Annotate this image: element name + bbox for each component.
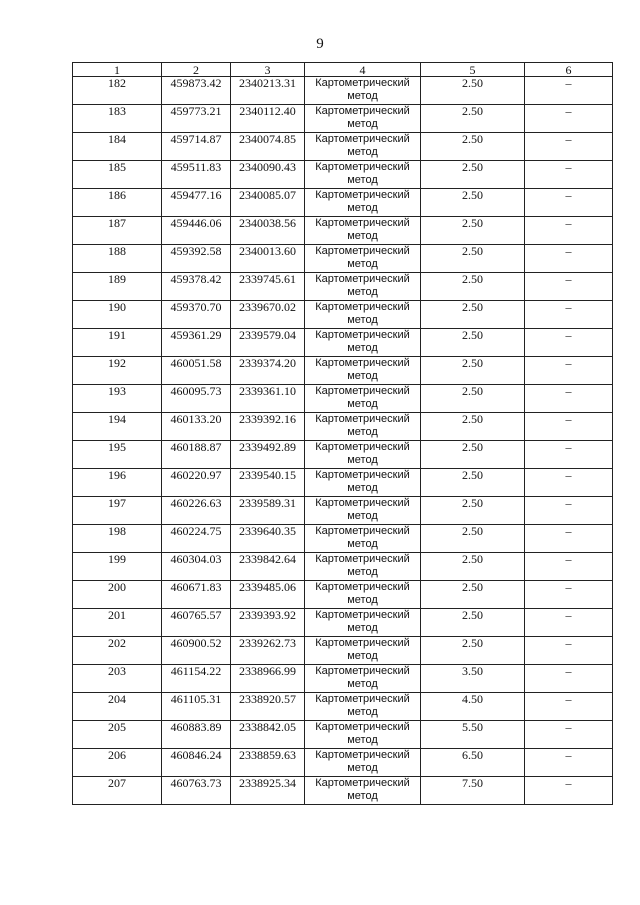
- table-row: [73, 665, 613, 693]
- accuracy-cell: 2.50: [421, 273, 525, 301]
- point-number-cell: 196: [73, 469, 162, 497]
- point-number-cell: 195: [73, 441, 162, 469]
- point-number-cell: 203: [73, 665, 162, 693]
- x-coordinate-cell: 459392.58: [162, 245, 231, 273]
- y-coordinate-cell: 2339492.89: [231, 441, 305, 469]
- y-coordinate-cell: 2340038.56: [231, 217, 305, 245]
- x-coordinate-cell: 460051.58: [162, 357, 231, 385]
- description-cell: –: [525, 637, 613, 665]
- point-number-cell: 186: [73, 189, 162, 217]
- point-number-cell: 201: [73, 609, 162, 637]
- y-coordinate-cell: 2338842.05: [231, 721, 305, 749]
- table-row: [73, 469, 613, 497]
- accuracy-cell: 2.50: [421, 357, 525, 385]
- accuracy-cell: 2.50: [421, 553, 525, 581]
- table-row: [73, 329, 613, 357]
- y-coordinate-cell: 2339392.16: [231, 413, 305, 441]
- x-coordinate-cell: 460188.87: [162, 441, 231, 469]
- point-number-cell: 189: [73, 273, 162, 301]
- table-row: [73, 161, 613, 189]
- method-cell: Картометрический метод: [305, 105, 421, 133]
- column-header-4: 4: [305, 63, 421, 77]
- method-cell: Картометрический метод: [305, 609, 421, 637]
- coordinates-table: [72, 62, 613, 805]
- x-coordinate-cell: 460763.73: [162, 777, 231, 805]
- table-row: [73, 749, 613, 777]
- table-row: [73, 105, 613, 133]
- accuracy-cell: 2.50: [421, 413, 525, 441]
- table-header: [73, 63, 613, 77]
- y-coordinate-cell: 2339842.64: [231, 553, 305, 581]
- accuracy-cell: 2.50: [421, 301, 525, 329]
- table-row: [73, 497, 613, 525]
- point-number-cell: 182: [73, 77, 162, 105]
- point-number-cell: 193: [73, 385, 162, 413]
- description-cell: –: [525, 721, 613, 749]
- description-cell: –: [525, 189, 613, 217]
- point-number-cell: 192: [73, 357, 162, 385]
- table-row: [73, 553, 613, 581]
- point-number-cell: 183: [73, 105, 162, 133]
- description-cell: –: [525, 413, 613, 441]
- point-number-cell: 187: [73, 217, 162, 245]
- column-header-2: 2: [162, 63, 231, 77]
- x-coordinate-cell: 459873.42: [162, 77, 231, 105]
- table-row: [73, 217, 613, 245]
- x-coordinate-cell: 459446.06: [162, 217, 231, 245]
- method-cell: Картометрический метод: [305, 77, 421, 105]
- table-row: [73, 637, 613, 665]
- point-number-cell: 205: [73, 721, 162, 749]
- y-coordinate-cell: 2339640.35: [231, 525, 305, 553]
- point-number-cell: 184: [73, 133, 162, 161]
- accuracy-cell: 5.50: [421, 721, 525, 749]
- description-cell: –: [525, 217, 613, 245]
- description-cell: –: [525, 329, 613, 357]
- accuracy-cell: 2.50: [421, 105, 525, 133]
- accuracy-cell: 2.50: [421, 441, 525, 469]
- description-cell: –: [525, 469, 613, 497]
- description-cell: –: [525, 301, 613, 329]
- point-number-cell: 207: [73, 777, 162, 805]
- table-row: [73, 357, 613, 385]
- table-row: [73, 721, 613, 749]
- description-cell: –: [525, 357, 613, 385]
- method-cell: Картометрический метод: [305, 357, 421, 385]
- table-row: [73, 525, 613, 553]
- method-cell: Картометрический метод: [305, 553, 421, 581]
- y-coordinate-cell: 2339374.20: [231, 357, 305, 385]
- table-row: [73, 133, 613, 161]
- y-coordinate-cell: 2339540.15: [231, 469, 305, 497]
- y-coordinate-cell: 2339262.73: [231, 637, 305, 665]
- point-number-cell: 188: [73, 245, 162, 273]
- method-cell: Картометрический метод: [305, 133, 421, 161]
- x-coordinate-cell: 460133.20: [162, 413, 231, 441]
- method-cell: Картометрический метод: [305, 777, 421, 805]
- x-coordinate-cell: 460846.24: [162, 749, 231, 777]
- table-row: [73, 441, 613, 469]
- column-header-6: 6: [525, 63, 613, 77]
- y-coordinate-cell: 2338966.99: [231, 665, 305, 693]
- accuracy-cell: 2.50: [421, 245, 525, 273]
- y-coordinate-cell: 2340090.43: [231, 161, 305, 189]
- description-cell: –: [525, 777, 613, 805]
- x-coordinate-cell: 460220.97: [162, 469, 231, 497]
- description-cell: –: [525, 133, 613, 161]
- method-cell: Картометрический метод: [305, 413, 421, 441]
- accuracy-cell: 2.50: [421, 609, 525, 637]
- method-cell: Картометрический метод: [305, 217, 421, 245]
- y-coordinate-cell: 2339579.04: [231, 329, 305, 357]
- table-row: [73, 77, 613, 105]
- method-cell: Картометрический метод: [305, 441, 421, 469]
- accuracy-cell: 2.50: [421, 525, 525, 553]
- accuracy-cell: 6.50: [421, 749, 525, 777]
- point-number-cell: 202: [73, 637, 162, 665]
- description-cell: –: [525, 245, 613, 273]
- accuracy-cell: 2.50: [421, 385, 525, 413]
- description-cell: –: [525, 609, 613, 637]
- y-coordinate-cell: 2340112.40: [231, 105, 305, 133]
- method-cell: Картометрический метод: [305, 385, 421, 413]
- accuracy-cell: 2.50: [421, 469, 525, 497]
- description-cell: –: [525, 385, 613, 413]
- table-row: [73, 609, 613, 637]
- description-cell: –: [525, 693, 613, 721]
- table-row: [73, 245, 613, 273]
- x-coordinate-cell: 459361.29: [162, 329, 231, 357]
- table-row: [73, 189, 613, 217]
- y-coordinate-cell: 2338920.57: [231, 693, 305, 721]
- y-coordinate-cell: 2339589.31: [231, 497, 305, 525]
- header-row: [73, 63, 613, 77]
- description-cell: –: [525, 665, 613, 693]
- point-number-cell: 191: [73, 329, 162, 357]
- x-coordinate-cell: 460671.83: [162, 581, 231, 609]
- method-cell: Картометрический метод: [305, 469, 421, 497]
- x-coordinate-cell: 459714.87: [162, 133, 231, 161]
- point-number-cell: 198: [73, 525, 162, 553]
- y-coordinate-cell: 2338859.63: [231, 749, 305, 777]
- description-cell: –: [525, 441, 613, 469]
- point-number-cell: 197: [73, 497, 162, 525]
- accuracy-cell: 2.50: [421, 189, 525, 217]
- description-cell: –: [525, 497, 613, 525]
- point-number-cell: 185: [73, 161, 162, 189]
- description-cell: –: [525, 525, 613, 553]
- y-coordinate-cell: 2339361.10: [231, 385, 305, 413]
- accuracy-cell: 4.50: [421, 693, 525, 721]
- accuracy-cell: 2.50: [421, 217, 525, 245]
- method-cell: Картометрический метод: [305, 665, 421, 693]
- point-number-cell: 200: [73, 581, 162, 609]
- x-coordinate-cell: 459378.42: [162, 273, 231, 301]
- point-number-cell: 194: [73, 413, 162, 441]
- y-coordinate-cell: 2340074.85: [231, 133, 305, 161]
- x-coordinate-cell: 460765.57: [162, 609, 231, 637]
- description-cell: –: [525, 77, 613, 105]
- y-coordinate-cell: 2339393.92: [231, 609, 305, 637]
- x-coordinate-cell: 461105.31: [162, 693, 231, 721]
- accuracy-cell: 2.50: [421, 161, 525, 189]
- method-cell: Картометрический метод: [305, 581, 421, 609]
- y-coordinate-cell: 2339745.61: [231, 273, 305, 301]
- accuracy-cell: 2.50: [421, 329, 525, 357]
- column-header-5: 5: [421, 63, 525, 77]
- table-row: [73, 385, 613, 413]
- x-coordinate-cell: 460095.73: [162, 385, 231, 413]
- y-coordinate-cell: 2339670.02: [231, 301, 305, 329]
- method-cell: Картометрический метод: [305, 301, 421, 329]
- accuracy-cell: 3.50: [421, 665, 525, 693]
- y-coordinate-cell: 2340213.31: [231, 77, 305, 105]
- x-coordinate-cell: 459511.83: [162, 161, 231, 189]
- table-row: [73, 693, 613, 721]
- table-row: [73, 777, 613, 805]
- method-cell: Картометрический метод: [305, 189, 421, 217]
- column-header-3: 3: [231, 63, 305, 77]
- accuracy-cell: 2.50: [421, 637, 525, 665]
- method-cell: Картометрический метод: [305, 525, 421, 553]
- x-coordinate-cell: 460224.75: [162, 525, 231, 553]
- method-cell: Картометрический метод: [305, 273, 421, 301]
- method-cell: Картометрический метод: [305, 161, 421, 189]
- description-cell: –: [525, 553, 613, 581]
- table-row: [73, 301, 613, 329]
- accuracy-cell: 2.50: [421, 77, 525, 105]
- method-cell: Картометрический метод: [305, 497, 421, 525]
- y-coordinate-cell: 2340085.07: [231, 189, 305, 217]
- page-number: 9: [316, 36, 324, 52]
- point-number-cell: 199: [73, 553, 162, 581]
- method-cell: Картометрический метод: [305, 721, 421, 749]
- point-number-cell: 206: [73, 749, 162, 777]
- y-coordinate-cell: 2340013.60: [231, 245, 305, 273]
- method-cell: Картометрический метод: [305, 637, 421, 665]
- method-cell: Картометрический метод: [305, 245, 421, 273]
- x-coordinate-cell: 461154.22: [162, 665, 231, 693]
- x-coordinate-cell: 459370.70: [162, 301, 231, 329]
- point-number-cell: 190: [73, 301, 162, 329]
- table-body: [73, 77, 613, 805]
- y-coordinate-cell: 2339485.06: [231, 581, 305, 609]
- x-coordinate-cell: 460883.89: [162, 721, 231, 749]
- description-cell: –: [525, 105, 613, 133]
- description-cell: –: [525, 161, 613, 189]
- method-cell: Картометрический метод: [305, 329, 421, 357]
- point-number-cell: 204: [73, 693, 162, 721]
- description-cell: –: [525, 749, 613, 777]
- column-header-1: 1: [73, 63, 162, 77]
- description-cell: –: [525, 581, 613, 609]
- method-cell: Картометрический метод: [305, 693, 421, 721]
- accuracy-cell: 2.50: [421, 497, 525, 525]
- x-coordinate-cell: 460900.52: [162, 637, 231, 665]
- x-coordinate-cell: 459773.21: [162, 105, 231, 133]
- table-row: [73, 273, 613, 301]
- accuracy-cell: 2.50: [421, 581, 525, 609]
- accuracy-cell: 7.50: [421, 777, 525, 805]
- x-coordinate-cell: 460226.63: [162, 497, 231, 525]
- table-row: [73, 413, 613, 441]
- method-cell: Картометрический метод: [305, 749, 421, 777]
- description-cell: –: [525, 273, 613, 301]
- x-coordinate-cell: 460304.03: [162, 553, 231, 581]
- accuracy-cell: 2.50: [421, 133, 525, 161]
- table-row: [73, 581, 613, 609]
- x-coordinate-cell: 459477.16: [162, 189, 231, 217]
- y-coordinate-cell: 2338925.34: [231, 777, 305, 805]
